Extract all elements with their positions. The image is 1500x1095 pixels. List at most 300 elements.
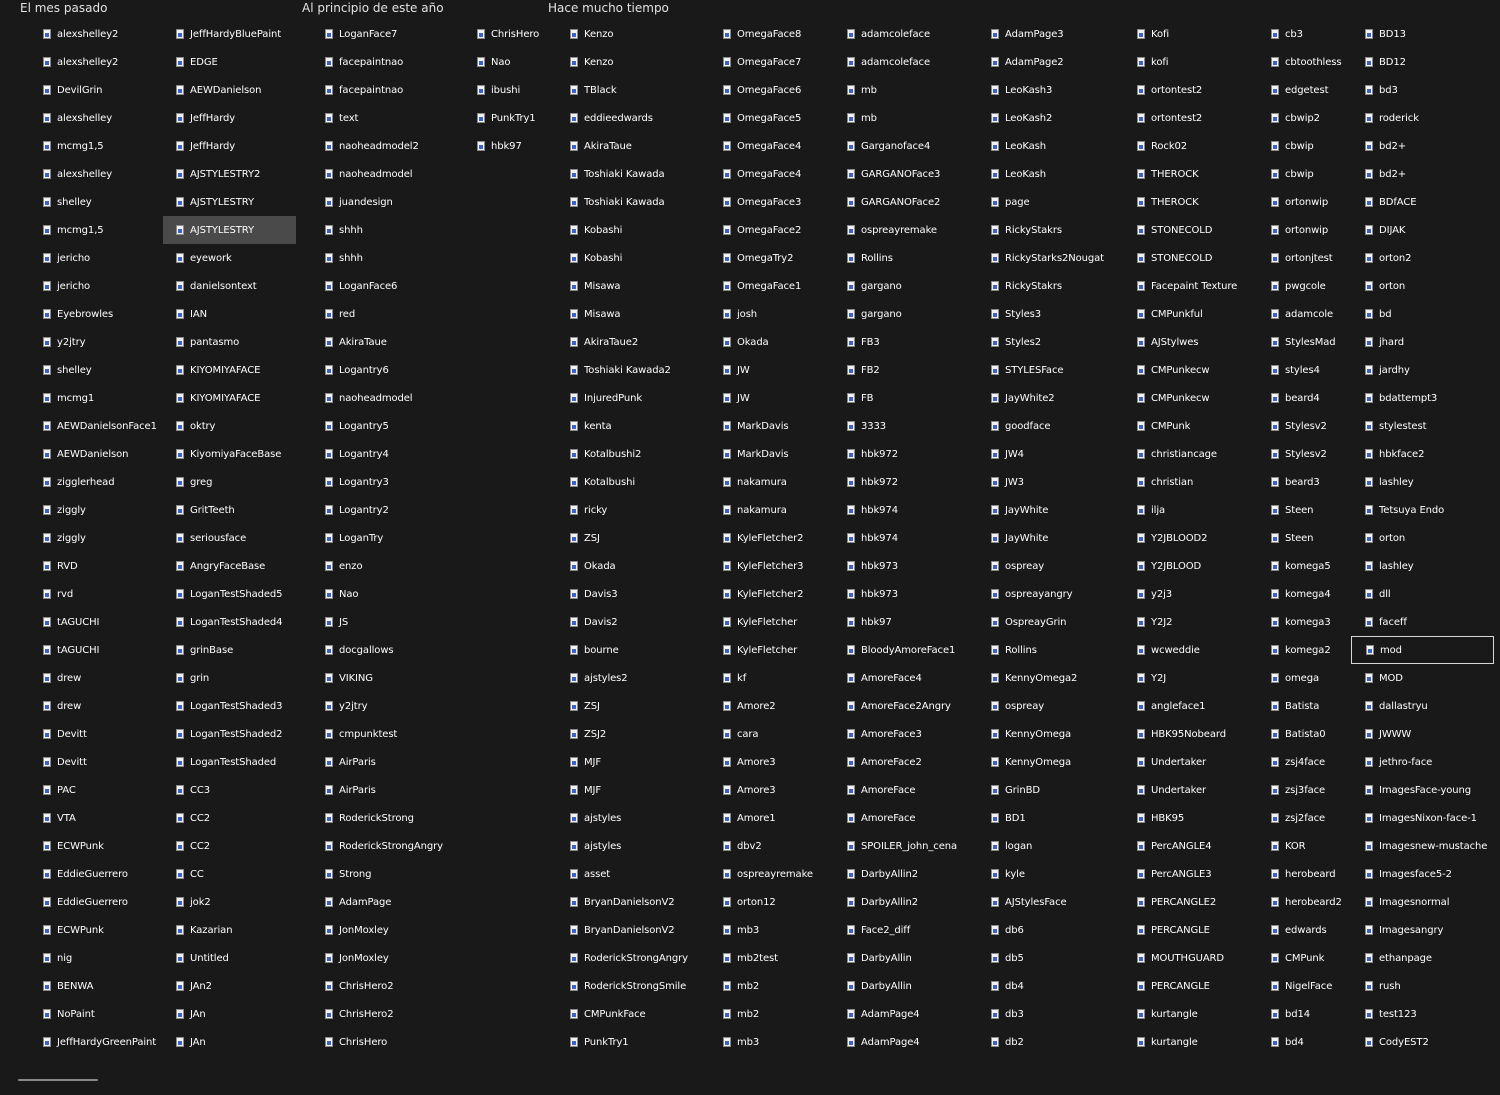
file-item[interactable]	[834, 1028, 974, 1056]
file-item[interactable]	[1351, 496, 1494, 524]
file-item[interactable]	[1351, 748, 1494, 776]
file-item[interactable]	[557, 748, 707, 776]
file-item[interactable]	[1124, 636, 1254, 664]
file-item[interactable]	[1124, 328, 1254, 356]
file-item[interactable]	[978, 720, 1118, 748]
file-item[interactable]	[834, 580, 974, 608]
file-item[interactable]	[834, 104, 974, 132]
file-item[interactable]	[163, 496, 296, 524]
file-item[interactable]	[710, 244, 830, 272]
file-item[interactable]	[834, 860, 974, 888]
file-item[interactable]	[163, 272, 296, 300]
file-item[interactable]	[1351, 132, 1494, 160]
file-item[interactable]	[30, 132, 162, 160]
file-item[interactable]	[557, 272, 707, 300]
file-item[interactable]	[978, 272, 1118, 300]
file-item[interactable]	[834, 664, 974, 692]
file-item[interactable]	[30, 720, 162, 748]
file-item[interactable]	[710, 580, 830, 608]
file-item[interactable]	[710, 20, 830, 48]
file-item[interactable]	[834, 412, 974, 440]
file-item[interactable]	[30, 1000, 162, 1028]
file-item[interactable]	[312, 580, 462, 608]
file-item[interactable]	[557, 356, 707, 384]
file-item[interactable]	[312, 944, 462, 972]
file-item[interactable]	[710, 804, 830, 832]
file-item[interactable]	[312, 272, 462, 300]
file-item[interactable]	[834, 524, 974, 552]
file-item[interactable]	[30, 916, 162, 944]
file-item[interactable]	[163, 916, 296, 944]
file-item[interactable]	[557, 328, 707, 356]
file-item[interactable]	[1258, 384, 1363, 412]
file-item[interactable]	[1258, 552, 1363, 580]
horizontal-scrollbar[interactable]	[18, 1079, 98, 1081]
file-item[interactable]	[978, 244, 1118, 272]
file-item[interactable]	[1351, 48, 1494, 76]
file-item[interactable]	[1258, 748, 1363, 776]
file-item[interactable]	[163, 104, 296, 132]
file-item[interactable]	[163, 1000, 296, 1028]
file-item[interactable]	[557, 244, 707, 272]
file-item[interactable]	[1124, 524, 1254, 552]
file-item[interactable]	[30, 412, 162, 440]
file-item[interactable]	[1124, 76, 1254, 104]
file-item[interactable]	[978, 132, 1118, 160]
file-item[interactable]	[1351, 216, 1494, 244]
file-item[interactable]	[163, 664, 296, 692]
file-item[interactable]	[1124, 972, 1254, 1000]
file-item[interactable]	[1124, 300, 1254, 328]
file-item[interactable]	[557, 412, 707, 440]
file-item[interactable]	[834, 48, 974, 76]
file-item[interactable]	[557, 580, 707, 608]
file-item[interactable]	[978, 300, 1118, 328]
file-item[interactable]	[1351, 524, 1494, 552]
file-item[interactable]	[1351, 552, 1494, 580]
file-item[interactable]	[1124, 692, 1254, 720]
file-item[interactable]	[30, 608, 162, 636]
file-item[interactable]	[312, 468, 462, 496]
file-item[interactable]	[312, 216, 462, 244]
file-item[interactable]	[1351, 804, 1494, 832]
file-item[interactable]	[834, 972, 974, 1000]
file-item[interactable]	[1124, 860, 1254, 888]
file-item[interactable]	[312, 692, 462, 720]
file-item[interactable]	[1351, 20, 1494, 48]
file-item[interactable]	[978, 692, 1118, 720]
file-item[interactable]	[1124, 272, 1254, 300]
file-item[interactable]	[1258, 216, 1363, 244]
file-item[interactable]	[834, 76, 974, 104]
file-item[interactable]	[30, 160, 162, 188]
file-item[interactable]	[1351, 440, 1494, 468]
file-item[interactable]	[834, 244, 974, 272]
file-item[interactable]	[834, 468, 974, 496]
file-item[interactable]	[1258, 664, 1363, 692]
file-item[interactable]	[1351, 888, 1494, 916]
file-item[interactable]	[1258, 188, 1363, 216]
file-item[interactable]	[834, 20, 974, 48]
file-item[interactable]	[710, 860, 830, 888]
file-item[interactable]	[30, 468, 162, 496]
file-item[interactable]	[978, 804, 1118, 832]
file-item[interactable]	[978, 608, 1118, 636]
file-item[interactable]	[312, 412, 462, 440]
file-item[interactable]	[163, 748, 296, 776]
file-item[interactable]	[834, 356, 974, 384]
file-item[interactable]	[30, 804, 162, 832]
file-item[interactable]	[1351, 860, 1494, 888]
file-item[interactable]	[1258, 300, 1363, 328]
file-item[interactable]	[30, 300, 162, 328]
file-item[interactable]	[710, 944, 830, 972]
file-item[interactable]	[163, 160, 296, 188]
file-item[interactable]	[163, 440, 296, 468]
file-item[interactable]	[312, 832, 462, 860]
file-item[interactable]	[710, 272, 830, 300]
file-item[interactable]	[710, 412, 830, 440]
file-item[interactable]	[464, 48, 554, 76]
file-item[interactable]	[557, 860, 707, 888]
file-item[interactable]	[978, 972, 1118, 1000]
file-item[interactable]	[312, 972, 462, 1000]
file-item[interactable]	[163, 580, 296, 608]
file-item[interactable]	[710, 664, 830, 692]
file-item[interactable]	[978, 524, 1118, 552]
file-item[interactable]	[1258, 832, 1363, 860]
file-item[interactable]	[1351, 580, 1494, 608]
file-item[interactable]	[312, 356, 462, 384]
file-item[interactable]	[834, 636, 974, 664]
file-item[interactable]	[1124, 104, 1254, 132]
file-item[interactable]	[557, 720, 707, 748]
file-item[interactable]	[30, 356, 162, 384]
file-item[interactable]	[1351, 776, 1494, 804]
file-item[interactable]	[978, 580, 1118, 608]
file-item[interactable]	[978, 20, 1118, 48]
file-item[interactable]	[163, 804, 296, 832]
file-item[interactable]	[1258, 580, 1363, 608]
file-item[interactable]	[1124, 132, 1254, 160]
file-item[interactable]	[312, 440, 462, 468]
file-item[interactable]	[1124, 552, 1254, 580]
file-item[interactable]	[557, 972, 707, 1000]
file-item[interactable]	[30, 636, 162, 664]
file-item[interactable]	[312, 664, 462, 692]
file-item[interactable]	[1124, 20, 1254, 48]
file-item[interactable]	[1124, 580, 1254, 608]
file-item[interactable]	[1351, 384, 1494, 412]
file-item[interactable]	[834, 300, 974, 328]
file-item[interactable]	[163, 188, 296, 216]
file-item[interactable]	[163, 608, 296, 636]
file-item[interactable]	[1124, 412, 1254, 440]
file-item[interactable]	[834, 440, 974, 468]
file-item[interactable]	[1258, 608, 1363, 636]
file-item[interactable]	[163, 524, 296, 552]
file-item[interactable]	[557, 160, 707, 188]
file-item[interactable]	[557, 916, 707, 944]
file-item[interactable]	[1124, 888, 1254, 916]
file-item[interactable]	[30, 832, 162, 860]
file-item[interactable]	[1124, 216, 1254, 244]
file-item[interactable]	[834, 692, 974, 720]
file-item[interactable]	[1258, 328, 1363, 356]
file-item[interactable]	[163, 20, 296, 48]
file-item[interactable]	[1124, 244, 1254, 272]
file-item[interactable]	[710, 720, 830, 748]
file-item[interactable]	[30, 580, 162, 608]
file-item[interactable]	[557, 216, 707, 244]
file-item[interactable]	[312, 608, 462, 636]
file-item[interactable]	[312, 76, 462, 104]
file-item[interactable]	[312, 748, 462, 776]
file-item[interactable]	[1258, 412, 1363, 440]
file-item[interactable]	[834, 1000, 974, 1028]
file-item[interactable]	[1258, 104, 1363, 132]
file-item[interactable]	[710, 300, 830, 328]
file-item[interactable]	[557, 496, 707, 524]
file-item[interactable]	[163, 244, 296, 272]
file-item[interactable]	[1124, 944, 1254, 972]
file-item[interactable]	[163, 132, 296, 160]
file-item[interactable]	[710, 776, 830, 804]
file-item[interactable]	[1351, 328, 1494, 356]
file-item[interactable]	[1258, 972, 1363, 1000]
file-item[interactable]	[834, 608, 974, 636]
file-item[interactable]	[1351, 972, 1494, 1000]
file-item[interactable]	[163, 972, 296, 1000]
file-item[interactable]	[1124, 720, 1254, 748]
file-item[interactable]	[1258, 496, 1363, 524]
file-item[interactable]	[1351, 272, 1494, 300]
file-item[interactable]	[1124, 384, 1254, 412]
file-item[interactable]	[834, 188, 974, 216]
file-item[interactable]	[30, 1028, 162, 1056]
file-item[interactable]	[30, 776, 162, 804]
file-item[interactable]	[30, 972, 162, 1000]
file-item[interactable]	[312, 552, 462, 580]
file-item[interactable]	[1124, 160, 1254, 188]
file-item[interactable]	[1124, 916, 1254, 944]
file-item[interactable]	[312, 720, 462, 748]
file-item[interactable]	[163, 356, 296, 384]
file-item[interactable]	[834, 832, 974, 860]
file-item[interactable]	[557, 552, 707, 580]
file-item[interactable]	[710, 356, 830, 384]
file-item[interactable]	[30, 188, 162, 216]
file-item[interactable]	[30, 440, 162, 468]
file-item[interactable]	[834, 160, 974, 188]
file-item[interactable]	[710, 48, 830, 76]
file-item[interactable]	[1351, 188, 1494, 216]
file-item[interactable]	[1258, 272, 1363, 300]
file-item[interactable]	[710, 1028, 830, 1056]
file-item[interactable]	[557, 384, 707, 412]
file-item[interactable]	[312, 776, 462, 804]
file-item[interactable]	[1351, 300, 1494, 328]
file-item[interactable]	[557, 188, 707, 216]
file-item[interactable]	[1258, 944, 1363, 972]
file-item[interactable]	[710, 916, 830, 944]
file-item[interactable]	[1124, 832, 1254, 860]
file-item[interactable]	[557, 104, 707, 132]
file-item[interactable]	[978, 76, 1118, 104]
file-item[interactable]	[1351, 608, 1494, 636]
file-item[interactable]	[30, 272, 162, 300]
file-item[interactable]	[1351, 692, 1494, 720]
file-item[interactable]	[978, 356, 1118, 384]
file-item[interactable]	[163, 300, 296, 328]
file-item[interactable]	[710, 692, 830, 720]
file-item[interactable]	[978, 664, 1118, 692]
file-item[interactable]	[312, 48, 462, 76]
file-item[interactable]	[834, 384, 974, 412]
file-item[interactable]	[30, 328, 162, 356]
file-item[interactable]	[312, 804, 462, 832]
file-item[interactable]	[978, 776, 1118, 804]
file-item[interactable]	[30, 860, 162, 888]
file-item[interactable]	[312, 860, 462, 888]
file-item[interactable]	[1258, 1028, 1363, 1056]
file-item[interactable]	[312, 1028, 462, 1056]
group-header-earlier-this-year[interactable]: Al principio de este año	[302, 1, 444, 15]
file-item[interactable]	[834, 272, 974, 300]
file-item[interactable]	[1351, 76, 1494, 104]
file-item[interactable]	[1258, 48, 1363, 76]
file-item[interactable]	[978, 48, 1118, 76]
file-item[interactable]	[978, 188, 1118, 216]
file-item[interactable]	[557, 524, 707, 552]
file-item[interactable]	[978, 944, 1118, 972]
file-item[interactable]	[30, 48, 162, 76]
file-item[interactable]	[1351, 468, 1494, 496]
file-item[interactable]	[978, 1000, 1118, 1028]
file-item[interactable]	[1124, 608, 1254, 636]
file-item[interactable]	[1124, 664, 1254, 692]
file-item[interactable]	[1351, 1000, 1494, 1028]
file-item[interactable]	[710, 552, 830, 580]
file-item[interactable]	[1351, 944, 1494, 972]
file-item[interactable]	[710, 496, 830, 524]
file-item[interactable]	[30, 748, 162, 776]
file-item[interactable]	[1124, 1000, 1254, 1028]
file-item[interactable]	[163, 328, 296, 356]
file-item[interactable]	[312, 524, 462, 552]
file-item[interactable]	[1258, 132, 1363, 160]
file-item[interactable]	[312, 496, 462, 524]
file-item[interactable]	[1258, 804, 1363, 832]
file-item[interactable]	[710, 440, 830, 468]
file-item[interactable]	[1124, 48, 1254, 76]
file-item[interactable]	[557, 468, 707, 496]
file-item[interactable]	[312, 244, 462, 272]
file-item[interactable]	[710, 1000, 830, 1028]
file-item[interactable]	[710, 608, 830, 636]
file-item[interactable]	[710, 888, 830, 916]
file-item[interactable]	[1351, 664, 1494, 692]
file-item[interactable]	[1258, 244, 1363, 272]
file-item[interactable]	[978, 412, 1118, 440]
file-item[interactable]	[1124, 356, 1254, 384]
file-item[interactable]	[710, 328, 830, 356]
file-item[interactable]	[978, 104, 1118, 132]
file-item[interactable]	[1258, 720, 1363, 748]
file-item[interactable]	[557, 1000, 707, 1028]
file-item[interactable]	[163, 720, 296, 748]
file-item[interactable]	[710, 216, 830, 244]
file-item[interactable]	[978, 748, 1118, 776]
file-item[interactable]	[30, 104, 162, 132]
file-item[interactable]	[312, 20, 462, 48]
file-item[interactable]	[1258, 692, 1363, 720]
file-item[interactable]	[30, 76, 162, 104]
file-item[interactable]	[1351, 244, 1494, 272]
file-item[interactable]	[163, 832, 296, 860]
file-item[interactable]	[978, 384, 1118, 412]
file-item[interactable]	[1124, 1028, 1254, 1056]
file-item[interactable]	[464, 76, 554, 104]
file-item[interactable]	[834, 496, 974, 524]
file-item[interactable]	[978, 860, 1118, 888]
file-item[interactable]	[557, 20, 707, 48]
file-item[interactable]	[978, 496, 1118, 524]
file-item[interactable]	[312, 132, 462, 160]
file-item[interactable]	[1124, 468, 1254, 496]
file-item[interactable]	[834, 720, 974, 748]
file-item[interactable]	[710, 468, 830, 496]
file-item[interactable]	[710, 384, 830, 412]
file-item[interactable]	[1351, 104, 1494, 132]
file-item[interactable]	[163, 636, 296, 664]
file-item[interactable]	[30, 944, 162, 972]
file-item[interactable]	[30, 524, 162, 552]
file-item[interactable]	[30, 384, 162, 412]
file-item[interactable]	[710, 132, 830, 160]
file-item[interactable]	[1258, 1000, 1363, 1028]
file-item[interactable]	[1351, 356, 1494, 384]
file-item[interactable]	[30, 692, 162, 720]
file-item[interactable]	[978, 832, 1118, 860]
file-item[interactable]	[312, 188, 462, 216]
file-item[interactable]	[163, 412, 296, 440]
file-item[interactable]	[1258, 860, 1363, 888]
file-item[interactable]	[834, 888, 974, 916]
file-item[interactable]	[1258, 76, 1363, 104]
file-item[interactable]	[1258, 20, 1363, 48]
file-item[interactable]	[1351, 916, 1494, 944]
file-item[interactable]	[834, 552, 974, 580]
file-item[interactable]	[163, 860, 296, 888]
file-item[interactable]	[1124, 496, 1254, 524]
file-item[interactable]	[557, 132, 707, 160]
file-item[interactable]	[464, 20, 554, 48]
file-item[interactable]	[557, 608, 707, 636]
file-item[interactable]	[1351, 832, 1494, 860]
file-item[interactable]	[834, 216, 974, 244]
file-item[interactable]	[1124, 748, 1254, 776]
file-item[interactable]	[1124, 804, 1254, 832]
file-item[interactable]	[312, 300, 462, 328]
file-item[interactable]	[1258, 440, 1363, 468]
file-item[interactable]	[557, 832, 707, 860]
file-item[interactable]	[834, 776, 974, 804]
file-item[interactable]	[1351, 1028, 1494, 1056]
file-item[interactable]	[1258, 636, 1363, 664]
file-item[interactable]	[978, 916, 1118, 944]
file-item[interactable]	[1258, 916, 1363, 944]
